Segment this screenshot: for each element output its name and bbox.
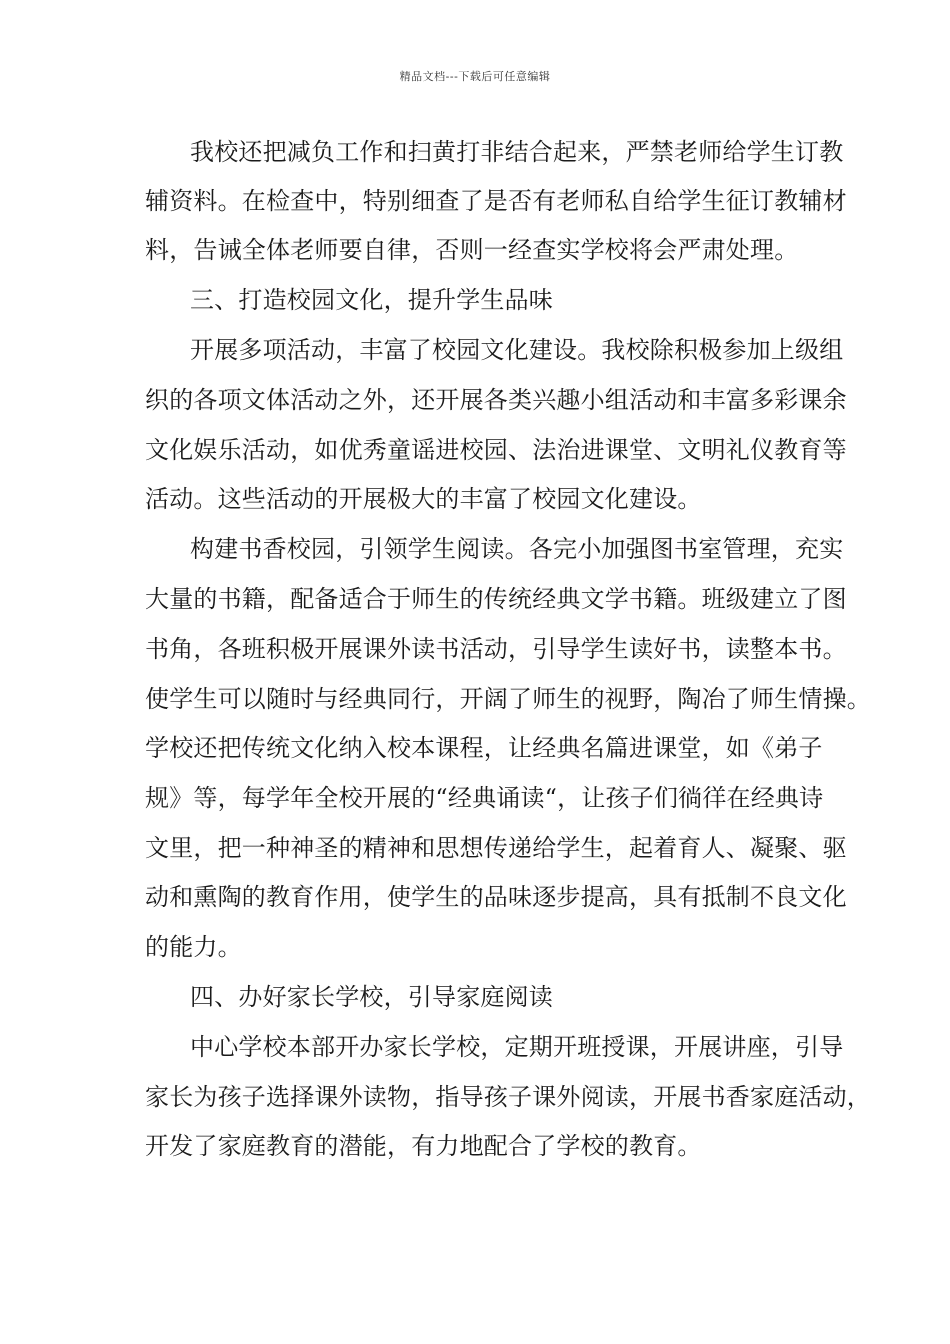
section-heading-3: 三、打造校园文化，提升学生品味	[190, 286, 553, 314]
paragraph-1-line-1: 我校还把减负工作和扫黄打非结合起来，严禁老师给学生订教	[190, 138, 844, 166]
paragraph-3-line-5: 学校还把传统文化纳入校本课程，让经典名篇进课堂，如《弟子	[145, 734, 823, 762]
paragraph-3-line-8: 动和熏陶的教育作用，使学生的品味逐步提高，具有抵制不良文化	[145, 883, 847, 911]
paragraph-4-line-1: 中心学校本部开办家长学校，定期开班授课，开展讲座，引导	[190, 1033, 844, 1061]
paragraph-2-line-3: 文化娱乐活动，如优秀童谣进校园、法治进课堂、文明礼仪教育等	[145, 436, 847, 464]
paragraph-3-line-7: 文里，把一种神圣的精神和思想传递给学生，起着育人、凝聚、驱	[145, 834, 847, 862]
paragraph-1-line-2: 辅资料。在检查中，特别细查了是否有老师私自给学生征订教辅材	[145, 187, 847, 215]
paragraph-2-line-4: 活动。这些活动的开展极大的丰富了校园文化建设。	[145, 485, 702, 513]
paragraph-3-line-9: 的能力。	[145, 933, 242, 961]
paragraph-3-line-1: 构建书香校园，引领学生阅读。各完小加强图书室管理，充实	[190, 535, 844, 563]
paragraph-1-line-3: 料，告诫全体老师要自律，否则一经查实学校将会严肃处理。	[145, 236, 799, 264]
paragraph-3-line-6: 规》等，每学年全校开展的“经典诵读“，让孩子们徜徉在经典诗	[145, 784, 824, 812]
paragraph-2-line-2: 织的各项文体活动之外，还开展各类兴趣小组活动和丰富多彩课余	[145, 386, 847, 414]
section-heading-4: 四、办好家长学校，引导家庭阅读	[190, 983, 553, 1011]
paragraph-4-line-2: 家长为孩子选择课外读物，指导孩子课外阅读，开展书香家庭活动，	[145, 1083, 871, 1111]
paragraph-2-line-1: 开展多项活动，丰富了校园文化建设。我校除积极参加上级组	[190, 336, 844, 364]
paragraph-3-line-4: 使学生可以随时与经典同行，开阔了师生的视野，陶冶了师生情操。	[145, 685, 871, 713]
paragraph-3-line-3: 书角，各班积极开展课外读书活动，引导学生读好书，读整本书。	[145, 635, 847, 663]
page-header: 精品文档---下载后可任意编辑	[399, 70, 551, 83]
paragraph-4-line-3: 开发了家庭教育的潜能，有力地配合了学校的教育。	[145, 1132, 702, 1160]
paragraph-3-line-2: 大量的书籍，配备适合于师生的传统经典文学书籍。班级建立了图	[145, 585, 847, 613]
